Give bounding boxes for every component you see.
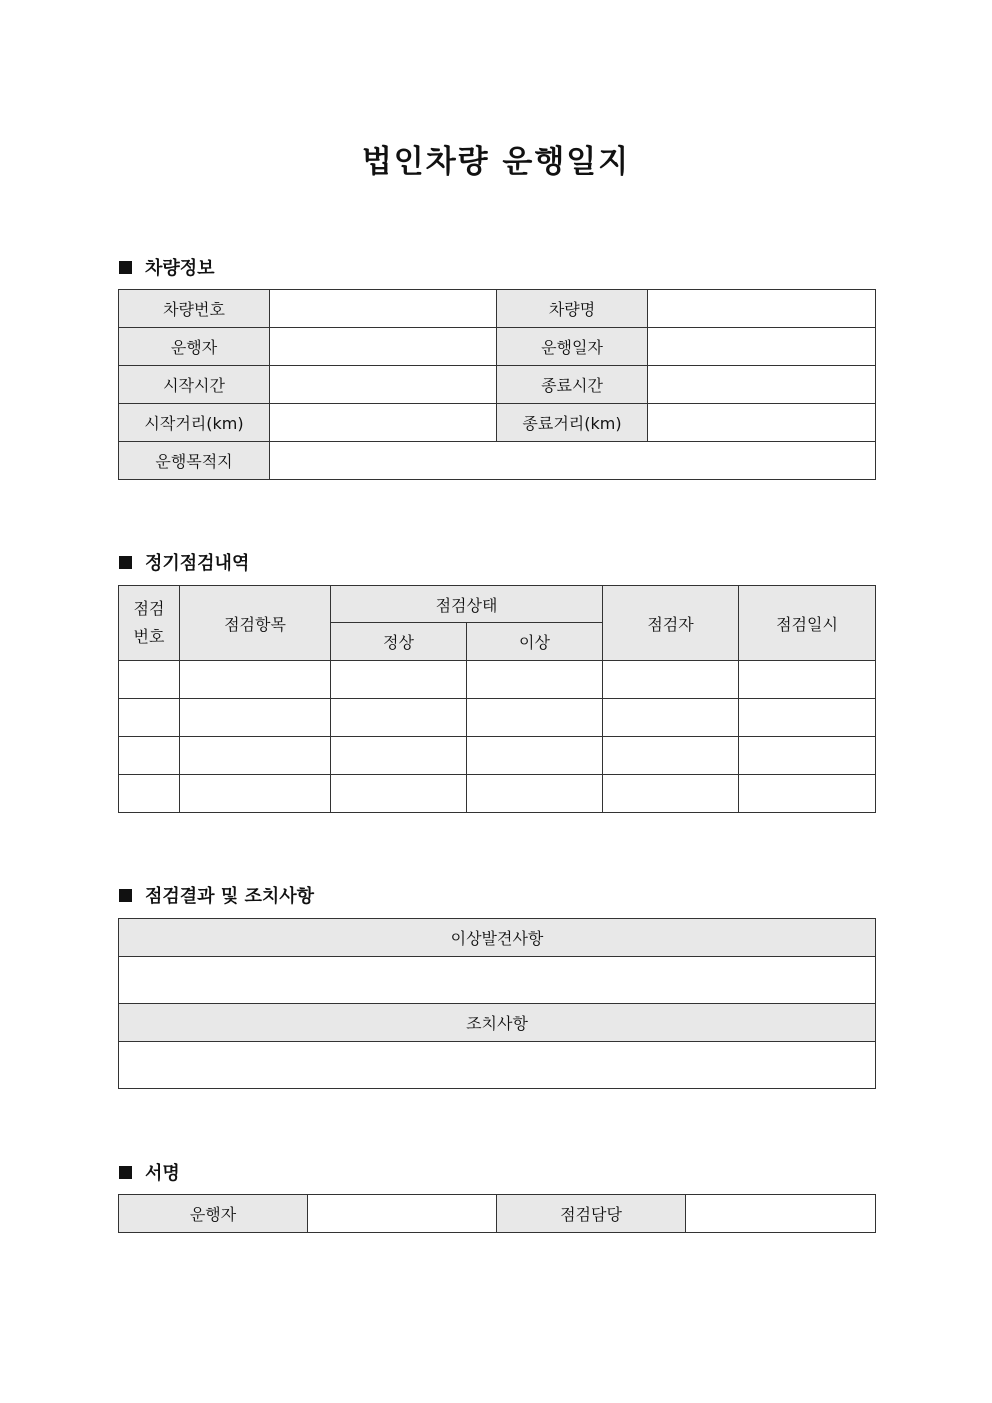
cell-abnormal[interactable]	[467, 737, 603, 775]
label-end-time: 종료시간	[497, 366, 648, 404]
cell-inspector[interactable]	[603, 737, 739, 775]
label-plate: 차량번호	[119, 290, 270, 328]
section-vehicle-heading	[119, 254, 215, 280]
field-end-time[interactable]	[648, 366, 876, 404]
label-driver: 운행자	[119, 328, 270, 366]
header-abnormal: 이상	[467, 623, 603, 661]
label-vehicle-name: 차량명	[497, 290, 648, 328]
section-vehicle-title: 차량정보	[145, 258, 215, 279]
cell-normal[interactable]	[331, 737, 467, 775]
header-datetime: 점검일시	[739, 586, 876, 661]
section-inspection-title: 정기점검내역	[145, 553, 250, 574]
label-sign-driver: 운행자	[119, 1195, 308, 1233]
vehicle-info-table	[118, 289, 876, 480]
field-sign-driver[interactable]	[308, 1195, 497, 1233]
field-actions[interactable]	[119, 1042, 876, 1089]
cell-inspector[interactable]	[603, 699, 739, 737]
section-inspection-heading	[119, 549, 249, 575]
cell-normal[interactable]	[331, 699, 467, 737]
cell-no[interactable]	[119, 699, 180, 737]
header-issues: 이상발견사항	[119, 919, 876, 957]
cell-datetime[interactable]	[739, 775, 876, 813]
cell-inspector[interactable]	[603, 775, 739, 813]
square-bullet-icon	[119, 1166, 132, 1179]
cell-normal[interactable]	[331, 775, 467, 813]
header-status: 점검상태	[331, 586, 603, 623]
label-purpose: 운행목적지	[119, 442, 270, 480]
cell-normal[interactable]	[331, 661, 467, 699]
cell-inspector[interactable]	[603, 661, 739, 699]
header-actions: 조치사항	[119, 1004, 876, 1042]
result-table	[118, 918, 876, 1089]
table-row	[119, 699, 876, 737]
header-no: 점검 번호	[119, 586, 180, 661]
cell-no[interactable]	[119, 775, 180, 813]
cell-item[interactable]	[180, 661, 331, 699]
section-result-heading	[119, 882, 314, 908]
section-signature-title: 서명	[145, 1163, 180, 1184]
field-plate[interactable]	[270, 290, 497, 328]
field-sign-inspector[interactable]	[686, 1195, 876, 1233]
cell-abnormal[interactable]	[467, 661, 603, 699]
cell-abnormal[interactable]	[467, 699, 603, 737]
section-result-title: 점검결과 및 조치사항	[145, 886, 315, 907]
square-bullet-icon	[119, 889, 132, 902]
square-bullet-icon	[119, 556, 132, 569]
table-row	[119, 661, 876, 699]
cell-no[interactable]	[119, 737, 180, 775]
field-vehicle-name[interactable]	[648, 290, 876, 328]
section-signature-heading	[119, 1159, 180, 1185]
cell-datetime[interactable]	[739, 661, 876, 699]
field-purpose[interactable]	[270, 442, 876, 480]
field-start-time[interactable]	[270, 366, 497, 404]
cell-item[interactable]	[180, 737, 331, 775]
field-end-km[interactable]	[648, 404, 876, 442]
header-normal: 정상	[331, 623, 467, 661]
cell-no[interactable]	[119, 661, 180, 699]
label-start-km: 시작거리(km)	[119, 404, 270, 442]
cell-abnormal[interactable]	[467, 775, 603, 813]
cell-item[interactable]	[180, 775, 331, 813]
label-end-km: 종료거리(km)	[497, 404, 648, 442]
header-item: 점검항목	[180, 586, 331, 661]
table-row	[119, 775, 876, 813]
inspection-table	[118, 585, 876, 813]
cell-item[interactable]	[180, 699, 331, 737]
field-driver[interactable]	[270, 328, 497, 366]
field-start-km[interactable]	[270, 404, 497, 442]
cell-datetime[interactable]	[739, 699, 876, 737]
table-row	[119, 737, 876, 775]
cell-datetime[interactable]	[739, 737, 876, 775]
field-date[interactable]	[648, 328, 876, 366]
signature-table	[118, 1194, 876, 1233]
field-issues[interactable]	[119, 957, 876, 1004]
label-date: 운행일자	[497, 328, 648, 366]
label-start-time: 시작시간	[119, 366, 270, 404]
header-inspector: 점검자	[603, 586, 739, 661]
page-title: 법인차량 운행일지	[361, 144, 631, 180]
label-sign-inspector: 점검담당	[497, 1195, 686, 1233]
square-bullet-icon	[119, 261, 132, 274]
